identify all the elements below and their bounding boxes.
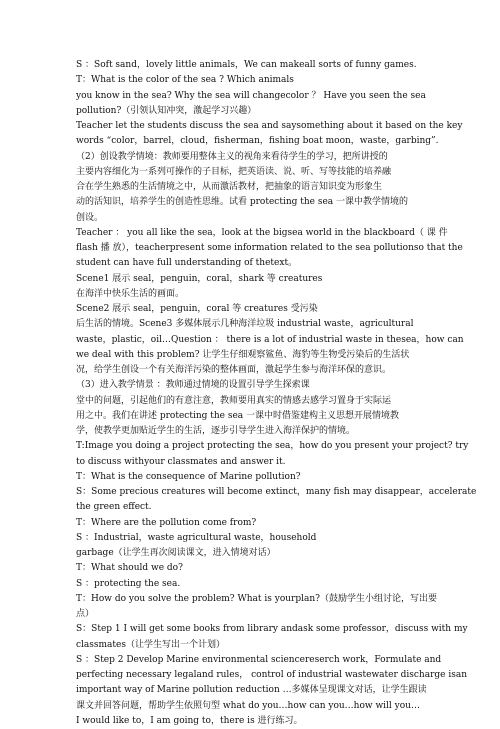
text-line: flash 播 放），teacherpresent some information related to the sea pollutionso that the [76,243,463,253]
text-line: 用之中。我们在讲述 protecting the sea 一课中时借鉴建构主义思想开展情境教 [76,410,400,421]
text-line: Scene2 展示 seal，penguin，coral 等 creatures 受污染 [76,304,318,314]
text-line: Teacher let the students discuss the sea and saysomething about it based on the key [76,121,463,131]
text-line: 在海洋中快乐生活的画面。 [76,288,185,299]
text-line: important way of Marine pollution reduction …多媒体呈现课文对话，让学生跟读 [76,685,427,696]
text-line: garbage（让学生再次阅读课文，进入情境对话） [76,548,276,558]
document-body [76,58,477,729]
text-line: perfecting necessary legaland rules， control of industrial wastewater discharge isan [76,670,467,680]
text-line: T：How do you solve the problem? What is yourplan?（鼓励学生小组讨论，写出要 [76,593,437,604]
text-line: student can have full understanding of thetext。 [76,258,298,269]
text-line: words “color，barrel，cloud，fisherman，fishing boat moon，waste，garbing”. [76,136,439,147]
text-line: T：Where are the pollution come from? [76,517,257,528]
text-line: we deal with this problem? 让学生仔细观察鲨鱼、海豹等生物受污染后的生活状 [76,349,410,360]
text-line: 创设。 [76,212,104,223]
text-line: classmates（让学生写出一个计划） [76,639,225,650]
text-line: T：What is the color of the sea ? Which animals [76,75,294,86]
text-line: 况，给学生创设一个有关海洋污染的整体画面，激起学生参与海洋环保的意识。 [76,365,392,375]
text-line: S ：Industrial，waste agricultural waste，household [76,532,317,543]
text-line: 动的活知识，培养学生的创造性思维。试看 protecting the sea 一课中教学情境的 [76,197,409,208]
text-line: pollution?（引领认知冲突，激起学习兴趣） [76,105,257,116]
text-line: 点） [76,609,95,619]
text-line: S ：Soft sand，lovely little animals，We can makeall sorts of funny games. [76,60,417,70]
text-line: 合在学生熟悉的生活情境之中，从而激活教材，把抽象的语言知识变为形象生 [76,182,383,192]
text-line: S ：protecting the sea. [76,578,181,589]
text-line: the green effect. [76,502,152,513]
text-line: S：Some precious creatures will become extinct，many fish may disappear，accelerate [76,487,477,497]
text-line: to discuss withyour classmates and answer it. [76,456,286,467]
text-line: you know in the sea? Why the sea will changecolor ？ Have you seen the sea [76,90,426,101]
text-line: 课文并回答问题，帮助学生依照句型 what do you…how can you…how will you… [76,700,420,711]
text-line: 后生活的情境。Scene3 多媒体展示几种海洋垃圾 industrial waste，agricultural [76,319,414,330]
text-line: T:Image you doing a project protecting the sea，how do you present your project? try [76,441,469,452]
text-line: T：What should we do? [76,563,183,574]
text-line: 堂中的问题，引起他们的有意注意，教师要用真实的情感去感学习置身于实际运 [76,395,392,406]
text-line: 学，使教学更加贴近学生的生活，逐步引导学生进入海洋保护的情境。 [76,426,356,436]
text-line: I would like to，I am going to，there is 进行练习。 [76,715,303,726]
text-line: Scene1 展示 seal，penguin，coral，shark 等 creatures [76,273,323,284]
text-line: S：Step 1 I will get some books from library andask some professor，discuss with my [76,624,468,635]
text-line: Teacher ： you all like the sea，look at the bigsea world in the blackboard（ 课 件 [76,227,448,238]
text-line: 主要内容细化为一系列可操作的子目标，把英语读、说、听、写等技能的培养融 [76,166,392,177]
text-line: （2）创设教学情境：教师要用整体主义的视角来看待学生的学习，把所讲授的 [76,151,388,162]
text-line: waste，plastic，oil…Question ： there is a lot of industrial waste in thesea，how can [76,334,464,345]
text-line: T：What is the consequence of Marine pollution? [76,471,301,482]
text-line: S ：Step 2 Develop Marine environmental sciencereserch work，Formulate and [76,654,442,665]
text-line: （3）进入教学情景 ：教师通过情境的设置引导学生探索课 [76,380,310,391]
